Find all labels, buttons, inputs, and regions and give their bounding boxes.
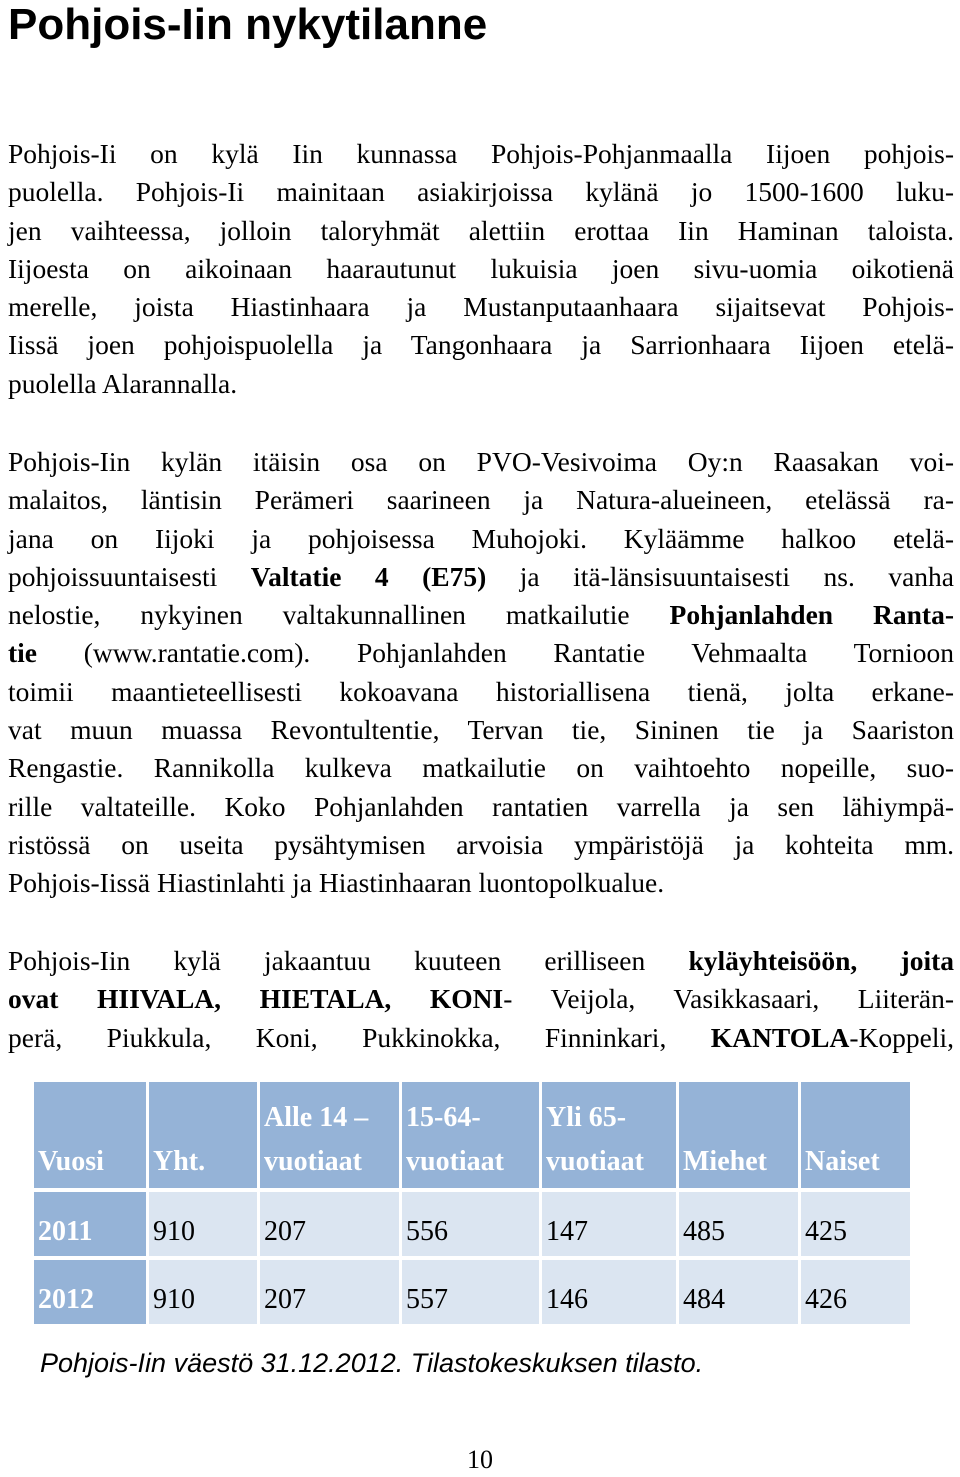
text-line: [8, 942, 954, 980]
cell-vuosi: 2011: [34, 1188, 149, 1256]
text-line: jana on Iijoki ja pohjoisessa Muhojoki. Kyläämme halkoo etelä-: [8, 522, 954, 554]
header-line: vuotiaat: [264, 1146, 362, 1177]
text-line: [8, 1019, 954, 1057]
text-line: puolella Alarannalla.: [8, 367, 238, 399]
header-yht: Yht.: [149, 1082, 260, 1188]
header-15-64: [402, 1082, 542, 1188]
text-segment: pohjoissuuntaisesti: [8, 560, 251, 592]
cell-naiset: 426: [801, 1256, 913, 1324]
paragraph-location: [8, 443, 954, 903]
text-line: ristössä on useita pysähtymisen arvoisia ympäristöjä ja kohteita mm.: [8, 828, 954, 860]
road-name-valtatie: Valtatie 4 (E75): [250, 560, 487, 592]
text-line: Pohjois-Ii on kylä Iin kunnassa Pohjois-Pohjanmaalla Iijoen pohjois-: [8, 138, 954, 169]
header-yli65: [542, 1082, 679, 1188]
cell-15-64: 557: [402, 1256, 542, 1324]
page-title: Pohjois-Iin nykytilanne: [8, 0, 488, 49]
text-line: Iissä joen pohjoispuolella ja Tangonhaara ja Sarrionhaara Iijoen etelä-: [8, 329, 954, 361]
text-line: malaitos, läntisin Perämeri saarineen ja Natura-alueineen, etelässä ra-: [8, 484, 954, 516]
text-line: Pohjois-Iissä Hiastinlahti ja Hiastinhaaran luontopolkualue.: [8, 867, 665, 899]
header-line: Yli 65-: [546, 1102, 627, 1133]
cell-15-64: 556: [402, 1188, 542, 1256]
table-caption: Pohjois-Iin väestö 31.12.2012. Tilastokeskuksen tilasto.: [40, 1348, 704, 1378]
cell-naiset: 425: [801, 1188, 913, 1256]
cell-alle14: 207: [260, 1188, 402, 1256]
text-line: jen vaihteessa, jolloin taloryhmät alettiin erottaa Iin Haminan taloista.: [8, 214, 954, 246]
paragraph-intro: [8, 135, 954, 403]
cell-yli65: 146: [542, 1256, 679, 1324]
cell-yht: 910: [149, 1256, 260, 1324]
header-line: vuotiaat: [406, 1146, 504, 1177]
text-line: Rengastie. Rannikolla kulkeva matkailutie on vaihtoehto nopeille, suo-: [8, 752, 954, 784]
text-segment: - Veijola, Vasikkasaari, Liiterän-: [503, 983, 955, 1015]
text-segment: ja itä-länsisuuntaisesti ns. vanha: [486, 560, 954, 592]
text-segment: perä, Piukkula, Koni, Pukkinokka, Finninkari,: [8, 1021, 711, 1053]
cell-miehet: 485: [679, 1188, 801, 1256]
header-line: vuotiaat: [546, 1146, 644, 1177]
text-segment: (www.rantatie.com). Pohjanlahden Rantatie Vehmaalta Tornioon: [37, 637, 954, 669]
road-name-rantatie-cont: tie: [8, 637, 38, 669]
header-line: 15-64-: [406, 1102, 481, 1133]
cell-yht: 910: [149, 1188, 260, 1256]
page-number: 10: [467, 1445, 493, 1474]
table-header-row: [34, 1082, 913, 1188]
road-name-rantatie: Pohjanlahden Ranta-: [669, 599, 954, 631]
text-line: Pohjois-Iin kylän itäisin osa on PVO-Vesivoima Oy:n Raasakan voi-: [8, 446, 954, 477]
cell-miehet: 484: [679, 1256, 801, 1324]
text-line: Iijoesta on aikoinaan haarautunut lukuisia joen sivu-uomia oikotienä: [8, 252, 954, 284]
text-segment: -Koppeli,: [849, 1021, 954, 1053]
header-vuosi: Vuosi: [34, 1082, 149, 1188]
paragraph-villages: [8, 942, 954, 1057]
table-row: [34, 1256, 913, 1324]
header-miehet: Miehet: [679, 1082, 801, 1188]
text-line: toimii maantieteellisesti kokoavana historiallisena tienä, jolta erkane-: [8, 675, 954, 707]
cell-yli65: 147: [542, 1188, 679, 1256]
text-line: rille valtateille. Koko Pohjanlahden rantatien varrella ja sen lähiympä-: [8, 790, 954, 822]
text-bold: kyläyhteisöön, joita: [688, 945, 954, 976]
cell-vuosi: 2012: [34, 1256, 149, 1324]
text-segment: nelostie, nykyinen valtakunnallinen matkailutie: [8, 599, 670, 631]
text-line: [8, 558, 954, 596]
population-table: [34, 1082, 913, 1324]
text-line: [8, 980, 954, 1018]
table-row: [34, 1188, 913, 1256]
text-line: [8, 634, 954, 672]
text-segment: Pohjois-Iin kylä jakaantuu kuuteen erilliseen: [8, 945, 689, 976]
header-line: Alle 14 –: [264, 1102, 369, 1133]
village-names-bold: ovat HIIVALA, HIETALA, KONI: [8, 983, 504, 1015]
header-naiset: Naiset: [801, 1082, 913, 1188]
village-name-kantola: KANTOLA: [710, 1021, 850, 1053]
text-line: vat muun muassa Revontultentie, Tervan tie, Sininen tie ja Saariston: [8, 714, 954, 746]
text-line: [8, 596, 954, 634]
cell-alle14: 207: [260, 1256, 402, 1324]
header-alle14: [260, 1082, 402, 1188]
text-line: merelle, joista Hiastinhaara ja Mustanputaanhaara sijaitsevat Pohjois-: [8, 291, 954, 323]
text-line: puolella. Pohjois-Ii mainitaan asiakirjoissa kylänä jo 1500-1600 luku-: [8, 176, 954, 208]
